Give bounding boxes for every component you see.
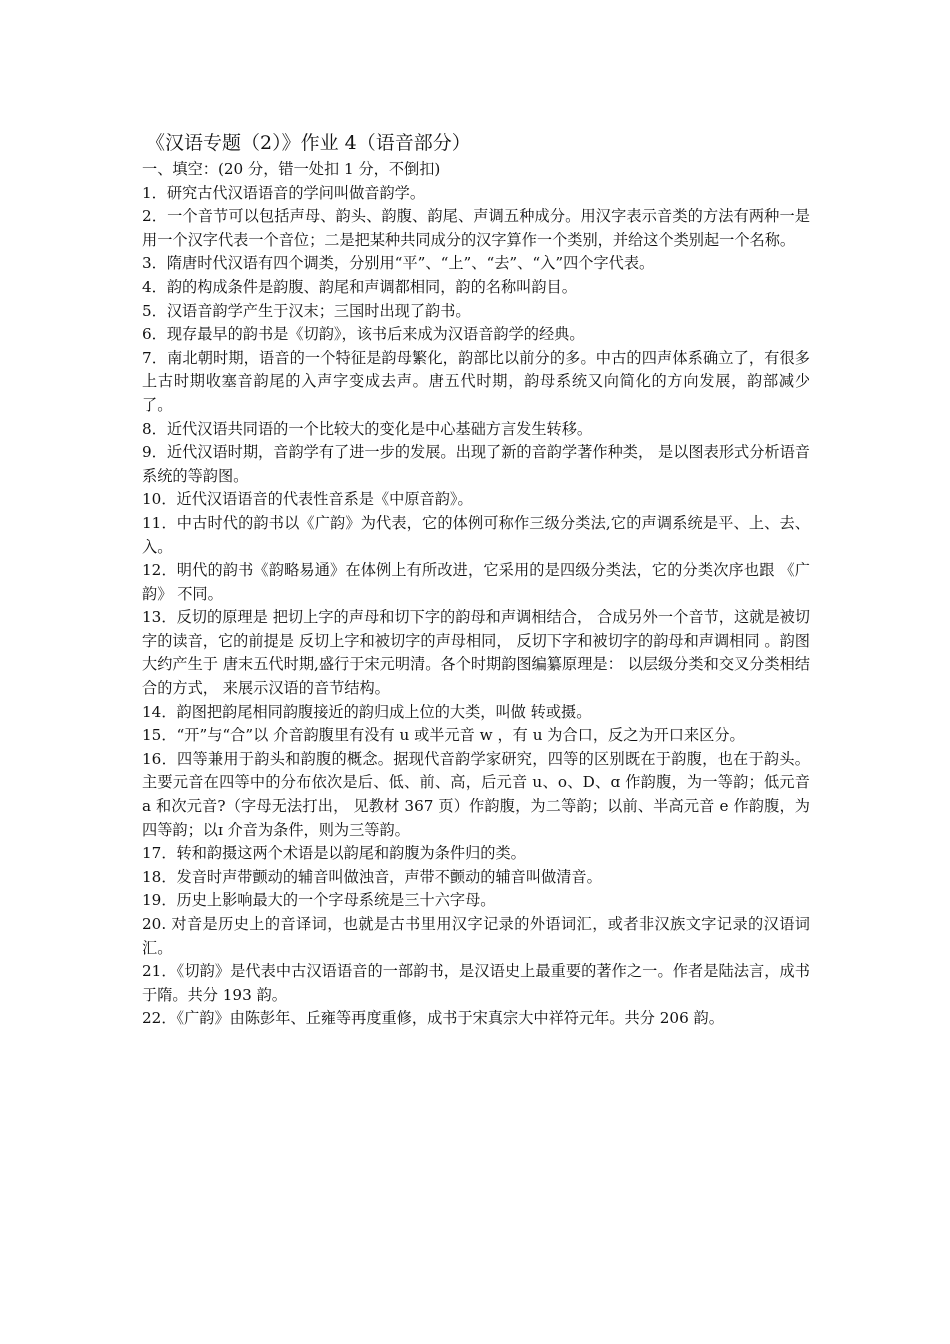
list-item: 7．南北朝时期，语音的一个特征是韵母繁化，韵部比以前分的多。中古的四声体系确立了，有很多上古时期收塞音韵尾的入声字变成去声。唐五代时期，韵母系统又向简化的方向发展，韵部减少了。: [142, 348, 810, 414]
list-item: 4．韵的构成条件是韵腹、韵尾和声调都相同，韵的名称叫韵目。: [142, 277, 577, 296]
document-title: 《汉语专题（2）》作业 4（语音部分）: [146, 132, 471, 154]
list-item: 20. 对音是历史上的音译词，也就是古书里用汉字记录的外语词汇，或者非汉族文字记录的汉语词汇。: [142, 915, 810, 957]
document-page: [142, 128, 810, 1031]
list-item: 11．中古时代的韵书以《广韵》为代表，它的体例可称作三级分类法,它的声调系统是平、上、去、入。: [142, 513, 810, 556]
list-item: 17．转和韵摄这两个术语是以韵尾和韵腹为条件归的类。: [142, 844, 526, 863]
list-item: 3．隋唐时代汉语有四个调类，分别用“平”、“上”、“去”、“入”四个字代表。: [142, 254, 655, 273]
list-item: 21．《切韵》是代表中古汉语语音的一部韵书，是汉语史上最重要的著作之一。作者是陆法言，成书于隋。共分 193 韵。: [142, 962, 810, 1004]
list-item: 12．明代的韵书《韵略易通》在体例上有所改进，它采用的是四级分类法，它的分类次序也跟 《广韵》 不同。: [142, 561, 810, 603]
list-item: 18．发音时声带颤动的辅音叫做浊音，声带不颤动的辅音叫做清音。: [142, 867, 602, 886]
list-item: 16．四等兼用于韵头和韵腹的概念。据现代音韵学家研究，四等的区别既在于韵腹，也在于韵头。主要元音在四等中的分布依次是后、低、前、高，后元音 u、o、D、ɑ 作韵腹，为一等韵；低元音 a 和次元音?（字母无法打出， 见教材 367 页）作韵腹，为二等韵；以前、半高元音 e 作韵腹，为四等韵；以ɪ 介音为条件，则为三等韵。: [142, 749, 810, 839]
list-item: 9．近代汉语时期，音韵学有了进一步的发展。出现了新的音韵学著作种类， 是以图表形式分析语音系统的等韵图。: [142, 443, 810, 485]
list-item: 6．现存最早的韵书是《切韵》，该书后来成为汉语音韵学的经典。: [142, 325, 585, 344]
list-item: 2．一个音节可以包括声母、韵头、韵腹、韵尾、声调五种成分。用汉字表示音类的方法有两种一是用一个汉字代表一个音位；二是把某种共同成分的汉字算作一个类别，并给这个类别起一个名称。: [142, 207, 810, 249]
list-item: 15．“开”与“合”以 介音韵腹里有没有 u 或半元音 w ，有 u 为合口，反之为开口来区分。: [142, 726, 745, 745]
list-item: 10．近代汉语语音的代表性音系是《中原音韵》。: [142, 490, 473, 509]
list-item: 19．历史上影响最大的一个字母系统是三十六字母。: [142, 891, 496, 910]
list-item: 1．研究古代汉语语音的学问叫做音韵学。: [142, 183, 426, 202]
list-item: 14．韵图把韵尾相同韵腹接近的韵归成上位的大类，叫做 转或摄。: [142, 702, 592, 721]
document-body: [142, 158, 810, 1031]
section-heading: 一、填空：(20 分，错一处扣 1 分，不倒扣): [142, 160, 441, 178]
list-item: 8．近代汉语共同语的一个比较大的变化是中心基础方言发生转移。: [142, 419, 593, 438]
list-item: 22．《广韵》由陈彭年、丘雍等再度重修，成书于宋真宗大中祥符元年。共分 206 韵。: [142, 1009, 724, 1028]
list-item: 5．汉语音韵学产生于汉末；三国时出现了韵书。: [142, 301, 471, 320]
list-item: 13．反切的原理是 把切上字的声母和切下字的韵母和声调相结合， 合成另外一个音节，这就是被切字的读音，它的前提是 反切上字和被切字的声母相同， 反切下字和被切字的韵母和声调相同 。韵图大约产生于 唐末五代时期,盛行于宋元明清。各个时期韵图编纂原理是： 以层级分类和交叉分类相结合的方式， 来展示汉语的音节结构。: [142, 608, 810, 698]
